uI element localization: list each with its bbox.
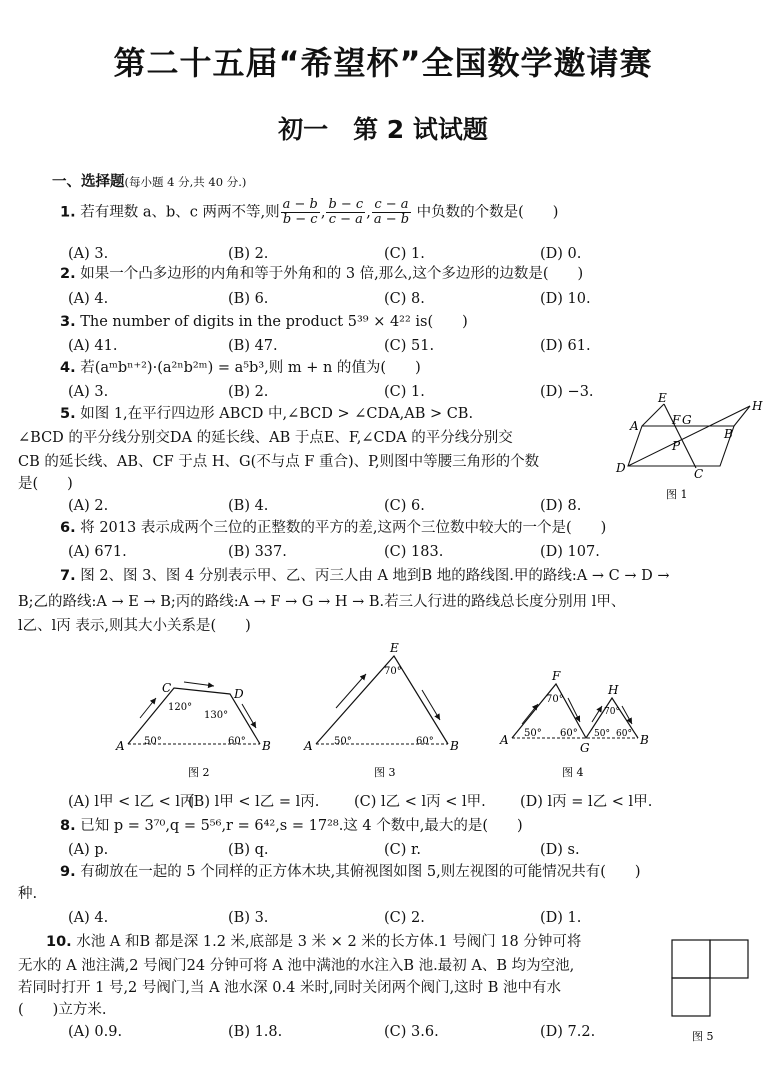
- question-text: 无水的 A 池注满,2 号阀门24 分钟可将 A 池中满池的水注入B 池.最初 A、B 均为空池,: [18, 958, 575, 974]
- svg-text:50°: 50°: [524, 728, 542, 739]
- question-text: 种.: [18, 886, 38, 902]
- option-b: (B) 2.: [228, 246, 269, 262]
- svg-text:C: C: [162, 681, 172, 695]
- svg-text:A: A: [500, 733, 509, 747]
- label-F: F: [672, 413, 681, 427]
- question-text: 若(aᵐbⁿ⁺²)·(a²ⁿb²ᵐ) = a⁵b³,则 m + n 的值为( ): [80, 360, 421, 376]
- label-B: B: [724, 427, 733, 441]
- label-G: G: [682, 413, 692, 427]
- svg-text:120°: 120°: [168, 702, 193, 713]
- label-P: P: [672, 439, 681, 453]
- question-4: 4. 若(aᵐbⁿ⁺²)·(a²ⁿb²ᵐ) = a⁵b³,则 m + n 的值为( ): [60, 360, 421, 376]
- figure-caption: 图 1: [666, 488, 688, 501]
- fraction: $\frac{a - b}{b - c}$: [282, 197, 318, 227]
- svg-text:60°: 60°: [560, 728, 578, 739]
- label-D: D: [616, 461, 626, 475]
- figure-caption: 图 5: [692, 1030, 714, 1043]
- svg-text:50°: 50°: [594, 729, 610, 739]
- label-C: C: [694, 467, 704, 481]
- question-text: 中负数的个数是( ): [416, 204, 559, 221]
- label-A: A: [630, 419, 639, 433]
- question-text: 将 2013 表示成两个三位的正整数的平方的差,这两个三位数中较大的一个是( ): [80, 520, 607, 536]
- figure-caption: 图 4: [562, 766, 584, 779]
- svg-text:60°: 60°: [228, 736, 246, 747]
- figure-5: [668, 936, 758, 1048]
- svg-text:B: B: [450, 739, 459, 753]
- question-text: 水池 A 和B 都是深 1.2 米,底部是 3 米 × 2 米的长方体.1 号阀门 18 分钟可将: [76, 934, 582, 950]
- svg-text:G: G: [580, 741, 590, 755]
- fraction: $\frac{c - a}{a - b}$: [373, 197, 410, 227]
- question-7: 7. 图 2、图 3、图 4 分别表示甲、乙、丙三人由 A 地到B 地的路线图.甲的路线:A → C → D →: [60, 568, 670, 584]
- svg-text:70°: 70°: [604, 707, 620, 717]
- figure-caption: 图 3: [374, 766, 396, 779]
- svg-text:50°: 50°: [144, 736, 162, 747]
- question-1: 1. 若有理数 a、b、c 两两不等,则 $\frac{a - b}{b - c}$ , $\frac{b - c}{c - a}$ , $\frac{c - a}{a - b}$ 中负数的个数是( ): [60, 197, 559, 227]
- question-text: 图 2、图 3、图 4 分别表示甲、乙、丙三人由 A 地到B 地的路线图.甲的路线:A → C → D →: [80, 568, 670, 584]
- question-text: The number of digits in the product 5³⁹ × 4²² is( ): [80, 314, 468, 330]
- question-8: 8. 已知 p = 3⁷⁰,q = 5⁵⁶,r = 6⁴²,s = 17²⁸.这 4 个数中,最大的是( ): [60, 818, 523, 834]
- question-text: 有砌放在一起的 5 个同样的正方体木块,其俯视图如图 5,则左视图的可能情况共有( ): [80, 864, 641, 880]
- option-c: (C) 1.: [384, 246, 425, 262]
- svg-text:70°: 70°: [546, 694, 564, 705]
- question-9: 9. 有砌放在一起的 5 个同样的正方体木块,其俯视图如图 5,则左视图的可能情况共有( ): [60, 864, 641, 880]
- question-text: ( )立方米.: [18, 1002, 107, 1018]
- label-E: E: [658, 392, 667, 405]
- svg-text:60°: 60°: [416, 736, 434, 747]
- question-text: ∠BCD 的平分线分别交DA 的延长线、AB 于点E、F,∠CDA 的平分线分别交: [18, 430, 513, 446]
- question-number: 1.: [60, 204, 76, 221]
- question-text: 如图 1,在平行四边形 ABCD 中,∠BCD > ∠CDA,AB > CB.: [80, 406, 474, 422]
- svg-text:E: E: [390, 641, 399, 655]
- page-subtitle: 初一 第 2 试试题: [278, 115, 488, 144]
- svg-text:130°: 130°: [204, 710, 229, 721]
- question-2: 2. 如果一个凸多边形的内角和等于外角和的 3 倍,那么,这个多边形的边数是( ): [60, 266, 584, 282]
- question-3: 3. The number of digits in the product 5³⁹ × 4²² is( ): [60, 314, 468, 330]
- question-6: 6. 将 2013 表示成两个三位的正整数的平方的差,这两个三位数中较大的一个是( ): [60, 520, 607, 536]
- option-d: (D) 0.: [540, 246, 582, 262]
- svg-text:60°: 60°: [616, 729, 632, 739]
- fraction: $\frac{b - c}{c - a}$: [328, 197, 364, 227]
- question-text: 是( ): [18, 476, 73, 492]
- question-5: 5. 如图 1,在平行四边形 ABCD 中,∠BCD > ∠CDA,AB > CB.: [60, 406, 474, 422]
- option-a: (A) 3.: [68, 246, 109, 262]
- label-H: H: [752, 399, 763, 413]
- question-10: 10. 水池 A 和B 都是深 1.2 米,底部是 3 米 × 2 米的长方体.1 号阀门 18 分钟可将: [46, 934, 582, 950]
- svg-text:70°: 70°: [384, 666, 402, 677]
- figures-2-4: [110, 640, 710, 782]
- question-text: 已知 p = 3⁷⁰,q = 5⁵⁶,r = 6⁴²,s = 17²⁸.这 4 个数中,最大的是( ): [80, 818, 523, 834]
- svg-text:A: A: [116, 739, 125, 753]
- question-text: CB 的延长线、AB、CF 于点 H、G(不与点 F 重合)、P,则图中等腰三角形的个数: [18, 454, 540, 470]
- figure-3: [303, 641, 459, 779]
- figure-2: [115, 681, 271, 779]
- section-heading: [52, 172, 246, 192]
- svg-text:F: F: [552, 669, 561, 683]
- figure-4: [499, 669, 649, 779]
- question-text: 若同时打开 1 号,2 号阀门,当 A 池水深 0.4 米时,同时关闭两个阀门,这时 B 池中有水: [18, 980, 562, 996]
- question-text: 若有理数 a、b、c 两两不等,则: [80, 204, 280, 221]
- svg-text:A: A: [304, 739, 313, 753]
- figure-1: [614, 392, 764, 504]
- section-note: (每小题 4 分,共 40 分.): [124, 175, 247, 189]
- svg-text:B: B: [640, 733, 649, 747]
- page-title: 第二十五届“希望杯”全国数学邀请赛: [113, 44, 653, 82]
- svg-text:D: D: [234, 687, 244, 701]
- question-text: B;乙的路线:A → E → B;丙的路线:A → F → G → H → B.若三人行进的路线总长度分别用 l甲、: [18, 594, 626, 610]
- section-title: 一、选择题: [52, 174, 125, 190]
- svg-text:50°: 50°: [334, 736, 352, 747]
- svg-text:H: H: [608, 683, 619, 697]
- svg-text:B: B: [262, 739, 271, 753]
- figure-caption: 图 2: [188, 766, 210, 779]
- question-text: 如果一个凸多边形的内角和等于外角和的 3 倍,那么,这个多边形的边数是( ): [80, 266, 584, 282]
- question-text: l乙、l丙 表示,则其大小关系是( ): [18, 618, 251, 634]
